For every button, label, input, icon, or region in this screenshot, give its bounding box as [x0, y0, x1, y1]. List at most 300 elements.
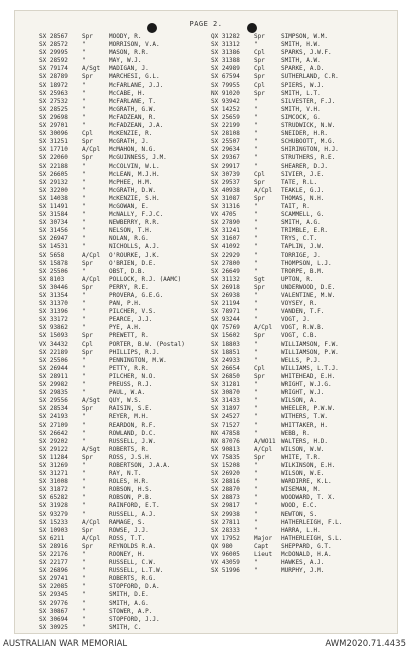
rank: Spr [254, 372, 265, 380]
soldier-name: WEBB, R. [281, 429, 310, 437]
soldier-name: PREWETT, R. [109, 332, 149, 340]
rank: " [82, 470, 86, 478]
soldier-name: WILSON, W.W. [281, 445, 325, 453]
soldier-name: RAMAGE, S. [109, 518, 146, 526]
roll-entry [211, 211, 386, 219]
soldier-name: ROLES, H.R. [109, 478, 149, 486]
rank: " [82, 461, 86, 469]
rank: " [254, 413, 258, 421]
soldier-name: PAN, P.H. [109, 300, 142, 308]
rank: " [254, 381, 258, 389]
service-number: SX 27890 [211, 219, 240, 227]
soldier-name: WILSON, A. [281, 397, 318, 405]
rank: A/Cpl [82, 251, 101, 259]
roll-entry [211, 195, 386, 203]
rank: " [82, 599, 86, 607]
service-number: SX 31872 [39, 486, 68, 494]
roll-entry [211, 373, 386, 381]
roll-entry [211, 397, 386, 405]
roll-entry [39, 324, 214, 332]
roll-entry [211, 413, 386, 421]
roll-entry [39, 583, 214, 591]
roll-entry [211, 316, 386, 324]
service-number: SX 30739 [211, 170, 240, 178]
roll-entry [211, 494, 386, 502]
soldier-name: MAY, W.J. [109, 57, 142, 65]
roll-entry [211, 462, 386, 470]
roll-entry [211, 268, 386, 276]
soldier-name: SIMPSON, W.M. [281, 33, 328, 40]
rank: " [254, 494, 258, 502]
service-number: NX 91020 [211, 89, 240, 97]
roll-entry [39, 114, 214, 122]
roll-entry [211, 365, 386, 373]
rank: " [82, 49, 86, 57]
rank: " [254, 478, 258, 486]
roll-entry [211, 543, 386, 551]
service-number: SX 15208 [211, 461, 240, 469]
roll-entry [39, 316, 214, 324]
rank: " [82, 227, 86, 235]
soldier-name: McGOWAN, E. [109, 202, 149, 210]
soldier-name: NICHOLLS, A.J. [109, 243, 160, 251]
rank: " [82, 308, 86, 316]
soldier-name: VALENTINE, M.W. [281, 292, 336, 299]
soldier-name: SHEARER, D.J. [281, 162, 328, 170]
roll-entry [211, 90, 386, 98]
roll-entry [39, 591, 214, 599]
soldier-name: VOYSEY, R. [281, 300, 318, 308]
soldier-name: QUY, W.S. [109, 397, 142, 405]
roll-entry [39, 90, 214, 98]
roll-entry [211, 324, 386, 332]
service-number: SX 31396 [39, 308, 68, 316]
roll-entry [211, 284, 386, 292]
soldier-name: WISEMAN, M. [281, 486, 321, 494]
rank: A/Sgt [82, 397, 101, 405]
service-number: SX 29776 [39, 599, 68, 607]
soldier-name: SCHUBOOTT, M.G. [281, 138, 336, 146]
service-number: SX 26938 [211, 292, 240, 299]
service-number: SX 5658 [39, 251, 65, 259]
service-number: SX 25506 [39, 267, 68, 275]
rank: " [82, 113, 86, 121]
soldier-name: SMITH, A.G. [281, 219, 321, 227]
rank: Spr [82, 259, 93, 267]
roll-entry [211, 203, 386, 211]
roll-entry [211, 511, 386, 519]
rank: " [82, 591, 86, 599]
service-number: SX 29132 [39, 178, 68, 186]
service-number: SX 28916 [39, 542, 68, 550]
soldier-name: HARRA, L.H. [281, 526, 321, 534]
rank: " [82, 178, 86, 186]
service-number: SX 26944 [39, 364, 68, 372]
service-number: SX 15093 [39, 332, 68, 340]
soldier-name: SIVIER, J.E. [281, 170, 325, 178]
roll-entry [211, 478, 386, 486]
roll-entry [39, 349, 214, 357]
soldier-name: McGRATH, J. [109, 138, 149, 146]
rank: " [254, 219, 258, 227]
service-number: SX 25659 [211, 113, 240, 121]
rank: " [254, 300, 258, 308]
roll-entry [39, 227, 214, 235]
soldier-name: SHEPPARD, G.T. [281, 542, 332, 550]
service-number: SX 31281 [211, 381, 240, 389]
roll-entry [211, 179, 386, 187]
service-number: SX 31370 [39, 300, 68, 308]
service-number: SX 28789 [39, 73, 68, 81]
rank: " [82, 267, 86, 275]
service-number: SX 26649 [211, 267, 240, 275]
roll-entry [211, 349, 386, 357]
soldier-name: ROWSE, J.J. [109, 526, 149, 534]
soldier-name: McKENZIE, S.H. [109, 194, 160, 202]
soldier-name: WILSON, W.E. [281, 470, 325, 478]
rank: " [254, 105, 258, 113]
service-number: SX 30096 [39, 130, 68, 138]
rank: " [254, 122, 258, 130]
soldier-name: STOWER, A.P. [109, 607, 153, 615]
service-number: SX 31456 [39, 227, 68, 235]
rank: " [254, 227, 258, 235]
soldier-name: TATE, R.L. [281, 178, 318, 186]
soldier-name: MARCHESI, G.L. [109, 73, 160, 81]
service-number: SX 40938 [211, 186, 240, 194]
rank: " [82, 41, 86, 49]
nominal-roll-left-column [39, 33, 214, 632]
roll-entry [211, 292, 386, 300]
rank: Spr [254, 194, 265, 202]
service-number: VX 4705 [211, 211, 237, 219]
roll-entry [211, 163, 386, 171]
service-number: SX 29701 [39, 122, 68, 130]
service-number: SX 8103 [39, 275, 65, 283]
rank: " [254, 113, 258, 121]
soldier-name: POLLOCK, R.J. (AAMC) [109, 275, 182, 283]
service-number: NX 47858 [211, 429, 240, 437]
service-number: SX 24527 [211, 413, 240, 421]
service-number: SX 79174 [39, 65, 68, 73]
service-number: SX 28816 [211, 478, 240, 486]
soldier-name: SPIERS, W.J. [281, 81, 325, 89]
roll-entry [39, 195, 214, 203]
archive-footer [0, 634, 409, 653]
soldier-name: SPARKS, J.W.F. [281, 49, 332, 57]
roll-entry [39, 373, 214, 381]
rank: Spr [254, 89, 265, 97]
service-number: SX 14038 [39, 194, 68, 202]
service-number: SX 22189 [39, 348, 68, 356]
soldier-name: McCABE, H. [109, 89, 146, 97]
roll-entry [211, 243, 386, 251]
roll-entry [39, 430, 214, 438]
service-number: VX 96005 [211, 551, 240, 558]
roll-entry [39, 405, 214, 413]
rank: " [254, 567, 258, 575]
rank: Spr [254, 178, 265, 186]
rank: " [254, 292, 258, 299]
service-number: SX 29982 [39, 381, 68, 389]
soldier-name: ROBSON, H.S. [109, 486, 153, 494]
service-number: QX 31282 [211, 33, 240, 40]
roll-entry [39, 446, 214, 454]
soldier-name: O'ROURKE, J.K. [109, 251, 160, 259]
service-number: SX 22929 [211, 251, 240, 259]
roll-entry [39, 41, 214, 49]
service-number: SX 33172 [39, 316, 68, 324]
roll-entry [39, 146, 214, 154]
roll-entry [211, 527, 386, 535]
service-number: SX 22085 [39, 583, 68, 591]
soldier-name: STRUTHERS, R.E. [281, 154, 336, 162]
rank: Spr [254, 33, 265, 40]
roll-entry [211, 470, 386, 478]
service-number: SX 29634 [211, 146, 240, 154]
rank: " [254, 429, 258, 437]
soldier-name: WILLIAMS, L.T.J. [281, 364, 339, 372]
rank: Cpl [254, 170, 265, 178]
service-number: SX 28592 [39, 57, 68, 65]
service-number: NX 87076 [211, 437, 240, 445]
rank: " [254, 502, 258, 510]
rank: " [82, 413, 86, 421]
service-number: SX 24933 [211, 356, 240, 364]
rank: Spr [82, 332, 93, 340]
service-number: SX 31354 [39, 292, 68, 299]
rank: " [82, 575, 86, 583]
rank: " [254, 486, 258, 494]
soldier-name: TAPLIN, J.W. [281, 243, 325, 251]
rank: Cpl [82, 130, 93, 138]
rank: " [254, 405, 258, 413]
service-number: SX 25507 [211, 138, 240, 146]
rank: " [254, 251, 258, 259]
soldier-name: REYNOLDS R.A. [109, 542, 156, 550]
soldier-name: VANDEN, T.F. [281, 308, 325, 316]
soldier-name: SUTHERLAND, C.R. [281, 73, 339, 81]
service-number: SX 31132 [211, 275, 240, 283]
service-number: VX 17952 [211, 534, 240, 542]
rank: " [254, 162, 258, 170]
soldier-name: SPARKE, A.D. [281, 65, 325, 73]
rank: " [82, 57, 86, 65]
soldier-name: WILKINSON, E.H. [281, 461, 336, 469]
soldier-name: NOLAN, R.G. [109, 235, 149, 243]
service-number: SX 30694 [39, 615, 68, 623]
roll-entry [39, 106, 214, 114]
service-number: SX 67594 [211, 73, 240, 81]
soldier-name: TORRIGE, J. [281, 251, 321, 259]
roll-entry [211, 57, 386, 65]
rank: " [82, 105, 86, 113]
rank: " [82, 494, 86, 502]
soldier-name: SMITH, D.E. [109, 591, 149, 599]
rank: " [82, 89, 86, 97]
rank: " [254, 97, 258, 105]
soldier-name: SMITH, A.G. [109, 599, 149, 607]
soldier-name: RUSSELL, C.W. [109, 559, 156, 567]
roll-entry [211, 551, 386, 559]
roll-entry [211, 138, 386, 146]
rank: " [254, 421, 258, 429]
rank: Spr [254, 283, 265, 291]
soldier-name: McFADZEAN, R. [109, 113, 156, 121]
rank: " [82, 211, 86, 219]
rank: Lieut [254, 551, 273, 558]
rank: " [82, 219, 86, 227]
nominal-roll-right-column [211, 33, 386, 575]
rank: " [254, 397, 258, 405]
soldier-name: PERRY, R.E. [109, 283, 149, 291]
roll-entry [39, 341, 214, 349]
service-number: SX 31312 [211, 41, 240, 49]
roll-entry [211, 106, 386, 114]
soldier-name: MORRISON, V.A. [109, 41, 160, 49]
roll-entry [39, 422, 214, 430]
roll-entry [211, 65, 386, 73]
soldier-name: STRUDWICK, N.W. [281, 122, 336, 130]
soldier-name: THOMAS, N.H. [281, 194, 325, 202]
roll-entry [39, 438, 214, 446]
soldier-name: WRIGHT, W.J.G. [281, 381, 332, 389]
roll-entry [211, 252, 386, 260]
soldier-name: ROBSON, P.B. [109, 494, 153, 502]
roll-entry [39, 575, 214, 583]
rank: A/Cpl [254, 324, 273, 332]
service-number: SX 29741 [39, 575, 68, 583]
rank: " [82, 486, 86, 494]
service-number: SX 26642 [39, 429, 68, 437]
rank: A/Sgt [82, 445, 101, 453]
roll-entry [39, 527, 214, 535]
roll-entry [211, 130, 386, 138]
rank: " [254, 340, 258, 348]
soldier-name: TRORPE, B.M. [281, 267, 325, 275]
roll-entry [211, 187, 386, 195]
roll-entry [211, 114, 386, 122]
roll-entry [39, 268, 214, 276]
soldier-name: STOPFORD, D.A. [109, 583, 160, 591]
service-number: SX 26896 [39, 567, 68, 575]
rank: " [254, 130, 258, 138]
rank: Spr [82, 542, 93, 550]
service-number: SX 28567 [39, 33, 68, 40]
soldier-name: TRYS, C.T. [281, 235, 318, 243]
service-number: SX 79955 [211, 81, 240, 89]
soldier-name: McGRATH, G.W. [109, 105, 156, 113]
rank: " [82, 583, 86, 591]
rank: " [82, 478, 86, 486]
service-number: SX 27109 [39, 421, 68, 429]
rank: " [82, 551, 86, 558]
rank: Spr [82, 453, 93, 461]
rank: Spr [82, 138, 93, 146]
rank: Sgt [254, 275, 265, 283]
soldier-name: ROSS, T.T. [109, 534, 146, 542]
rank: " [82, 429, 86, 437]
roll-entry [39, 300, 214, 308]
service-number: SX 26947 [39, 235, 68, 243]
rank: " [82, 324, 86, 332]
roll-entry [39, 454, 214, 462]
soldier-name: NEWTON, S. [281, 510, 318, 518]
soldier-name: WRIGHT, W.J. [281, 389, 325, 397]
roll-entry [39, 65, 214, 73]
service-number: SX 22060 [39, 154, 68, 162]
service-number: SX 29556 [39, 397, 68, 405]
document-page [14, 10, 398, 634]
soldier-name: TAIT, R. [281, 202, 310, 210]
service-number: SX 29835 [39, 389, 68, 397]
rank: Spr [82, 73, 93, 81]
soldier-name: SMITH, H.W. [281, 41, 321, 49]
rank: A/Cpl [82, 146, 101, 154]
roll-entry [39, 462, 214, 470]
service-number: SX 11284 [39, 453, 68, 461]
soldier-name: SCAMMELL, G. [281, 211, 325, 219]
rank: Cpl [82, 340, 93, 348]
rank: " [254, 348, 258, 356]
rank: " [254, 211, 258, 219]
service-number: SX 31433 [211, 397, 240, 405]
roll-entry [39, 470, 214, 478]
rank: " [82, 510, 86, 518]
service-number: VX 75835 [211, 453, 240, 461]
roll-entry [39, 397, 214, 405]
service-number: SX 31388 [211, 57, 240, 65]
soldier-name: WELLS, P.J. [281, 356, 321, 364]
soldier-name: RAY, N.T. [109, 470, 142, 478]
soldier-name: STOPFORD, J.J. [109, 615, 160, 623]
soldier-name: UPTON, R. [281, 275, 314, 283]
roll-entry [39, 49, 214, 57]
footer-institution: AUSTRALIAN WAR MEMORIAL [3, 638, 128, 649]
roll-entry [211, 146, 386, 154]
footer-accession-number: AWM2020.71.4435 [325, 638, 406, 649]
roll-entry [39, 171, 214, 179]
soldier-name: OBST, D.B. [109, 267, 146, 275]
roll-entry [211, 219, 386, 227]
service-number: SX 26918 [211, 283, 240, 291]
rank: " [254, 470, 258, 478]
roll-entry [39, 33, 214, 41]
service-number: SX 14252 [211, 105, 240, 113]
service-number: SX 26850 [211, 372, 240, 380]
roll-entry [39, 551, 214, 559]
roll-entry [39, 235, 214, 243]
soldier-name: RUSSELL, L.T.W. [109, 567, 164, 575]
rank: A/Cpl [254, 186, 273, 194]
roll-entry [211, 73, 386, 81]
soldier-name: UNDERWOOD, D.E. [281, 283, 336, 291]
service-number: SX 41092 [211, 243, 240, 251]
roll-entry [39, 57, 214, 65]
rank: Cpl [254, 81, 265, 89]
rank: " [254, 202, 258, 210]
roll-entry [39, 130, 214, 138]
rank: " [254, 41, 258, 49]
service-number: SX 31271 [39, 470, 68, 478]
roll-entry [211, 559, 386, 567]
roll-entry [211, 341, 386, 349]
rank: " [82, 437, 86, 445]
roll-entry [39, 357, 214, 365]
rank: " [254, 259, 258, 267]
service-number: SX 30870 [211, 389, 240, 397]
soldier-name: VOGT, C.B. [281, 332, 318, 340]
